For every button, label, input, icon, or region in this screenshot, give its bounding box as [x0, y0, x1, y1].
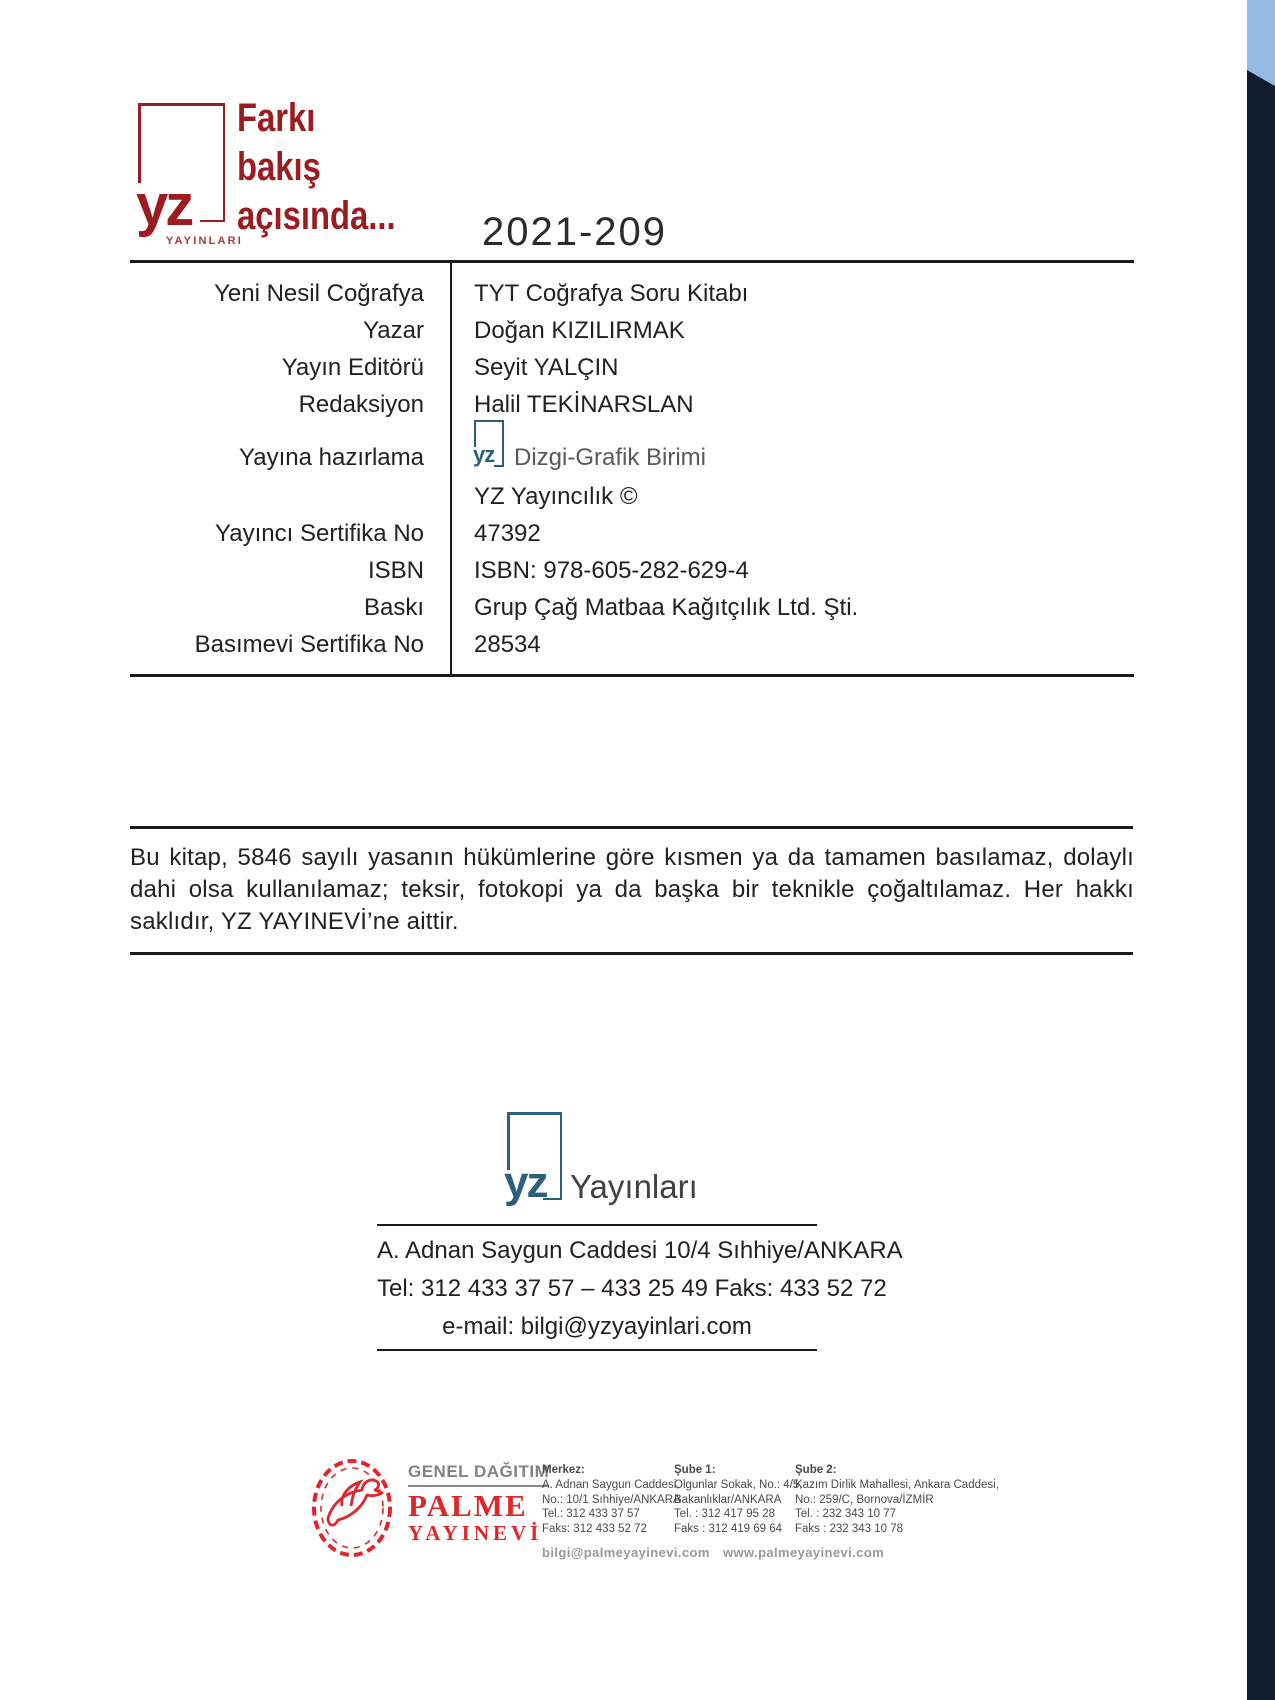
- row-label: Yayıncı Sertifika No: [215, 520, 424, 547]
- row-value: 28534: [474, 631, 541, 658]
- contact-column-sube1: [674, 1463, 802, 1537]
- slogan-line-3: açısında...: [237, 194, 396, 238]
- contact-line: No.: 10/1 Sıhhiye/ANKARA: [542, 1493, 681, 1506]
- table-bottom-rule: [130, 674, 1134, 677]
- row-value: 47392: [474, 520, 541, 547]
- contact-column-title: Şube 2:: [795, 1464, 837, 1476]
- book-code: 2021-209: [482, 210, 668, 254]
- logo-frame-hook: [200, 220, 225, 223]
- yz-logo-red: [136, 103, 244, 253]
- address-bottom-rule: [377, 1349, 817, 1351]
- publisher-address: A. Adnan Saygun Caddesi 10/4 Sıhhiye/ANKARA: [377, 1237, 903, 1264]
- side-band: [1247, 0, 1275, 1700]
- contact-line: Tel. : 312 417 95 28: [674, 1508, 776, 1521]
- logo-frame-top: [507, 1112, 562, 1115]
- logo-frame-right: [560, 1112, 563, 1200]
- row-label: Baskı: [363, 594, 424, 621]
- address-top-rule: [377, 1224, 817, 1226]
- row-label: Yayına hazırlama: [239, 444, 424, 471]
- palme-email: bilgi@palmeyayinevi.com: [542, 1545, 710, 1560]
- contact-line: Faks : 232 343 10 78: [795, 1523, 904, 1536]
- table-top-rule: [130, 260, 1134, 263]
- logo-frame-left: [138, 103, 141, 183]
- row-value: TYT Coğrafya Soru Kitabı: [474, 280, 749, 307]
- row-label: Yeni Nesil Coğrafya: [214, 280, 424, 307]
- logo-frame-top: [474, 420, 504, 422]
- yz-logo-letters: yz: [504, 1158, 547, 1207]
- contact-column-merkez: [542, 1463, 681, 1537]
- row-value: Seyit YALÇIN: [474, 354, 619, 381]
- contact-column-sube2: [795, 1463, 999, 1537]
- row-label: ISBN: [367, 557, 424, 584]
- contact-line: Faks : 312 419 69 64: [674, 1523, 783, 1536]
- row-value: Dizgi-Grafik Birimi: [514, 444, 706, 471]
- palme-wordmark: PALME: [408, 1488, 528, 1523]
- slogan-line-1: Farkı: [237, 96, 316, 140]
- yz-logo-small: [474, 420, 504, 470]
- row-label: Redaksiyon: [298, 391, 424, 418]
- row-value: Halil TEKİNARSLAN: [474, 391, 694, 418]
- yz-logo-teal: [504, 1112, 562, 1207]
- publisher-phone: Tel: 312 433 37 57 – 433 25 49 Faks: 433 52 72: [377, 1275, 887, 1302]
- copyright-text: Bu kitap, 5846 sayılı yasanın hükümlerine göre kısmen ya da tamamen basılamaz, dolaylı dahi olsa kullanılamaz; teksir, fotokopi ya da başka bir teknikle çoğaltılamaz. Her hakkı saklıdır, YZ YAYINEVİ’ne aittir.: [130, 844, 1134, 935]
- palme-dove-logo: [308, 1454, 396, 1560]
- yz-logo-letters: yz: [473, 442, 495, 467]
- slogan: [237, 94, 430, 241]
- contact-line: Faks: 312 433 52 72: [542, 1523, 647, 1536]
- yayinevi-wordmark: YAYINEVİ: [408, 1521, 543, 1545]
- table-divider: [450, 260, 452, 676]
- logo-frame-right: [223, 103, 226, 222]
- slogan-line-2: bakış: [237, 145, 321, 189]
- row-value: Grup Çağ Matbaa Kağıtçılık Ltd. Şti.: [474, 594, 859, 621]
- copyright-top-rule: [130, 826, 1133, 829]
- genel-dagitim-label: GENEL DAĞITIM: [408, 1462, 549, 1487]
- contact-line: Bakanlıklar/ANKARA: [674, 1493, 782, 1506]
- copyright-bottom-rule: [130, 952, 1133, 955]
- row-label: Yazar: [363, 317, 424, 344]
- row-label: Basımevi Sertifika No: [194, 631, 424, 658]
- row-value: Doğan KIZILIRMAK: [474, 317, 685, 344]
- contact-line: Tel.: 312 433 37 57: [542, 1508, 640, 1521]
- yz-logo-yayinlari: YAYINLARI: [166, 235, 244, 247]
- contact-column-title: Şube 1:: [674, 1464, 716, 1476]
- side-band-accent: [1247, 0, 1275, 90]
- contact-line: Olgunlar Sokak, No.: 4/5,: [674, 1478, 803, 1491]
- yz-logo-letters: yz: [136, 173, 192, 238]
- publisher-email: e-mail: bilgi@yzyayinlari.com: [442, 1313, 752, 1340]
- contact-line: No.: 259/C, Bornova/İZMİR: [795, 1493, 934, 1506]
- contact-line: Tel. : 232 343 10 77: [795, 1508, 897, 1521]
- row-value: ISBN: 978-605-282-629-4: [474, 557, 749, 584]
- contact-column-title: Merkez:: [542, 1464, 585, 1476]
- row-label: Yayın Editörü: [281, 354, 424, 381]
- logo-frame-right: [502, 420, 504, 467]
- contact-line: A. Adnan Saygun Caddesi,: [542, 1478, 680, 1491]
- palme-website: www.palmeyayinevi.com: [723, 1545, 885, 1560]
- row-value: YZ Yayıncılık ©: [474, 483, 638, 510]
- contact-line: Kazım Dirlik Mahallesi, Ankara Caddesi,: [795, 1478, 999, 1491]
- publisher-name: Yayınları: [570, 1168, 698, 1205]
- logo-frame-hook: [494, 465, 504, 467]
- logo-frame-top: [138, 103, 225, 106]
